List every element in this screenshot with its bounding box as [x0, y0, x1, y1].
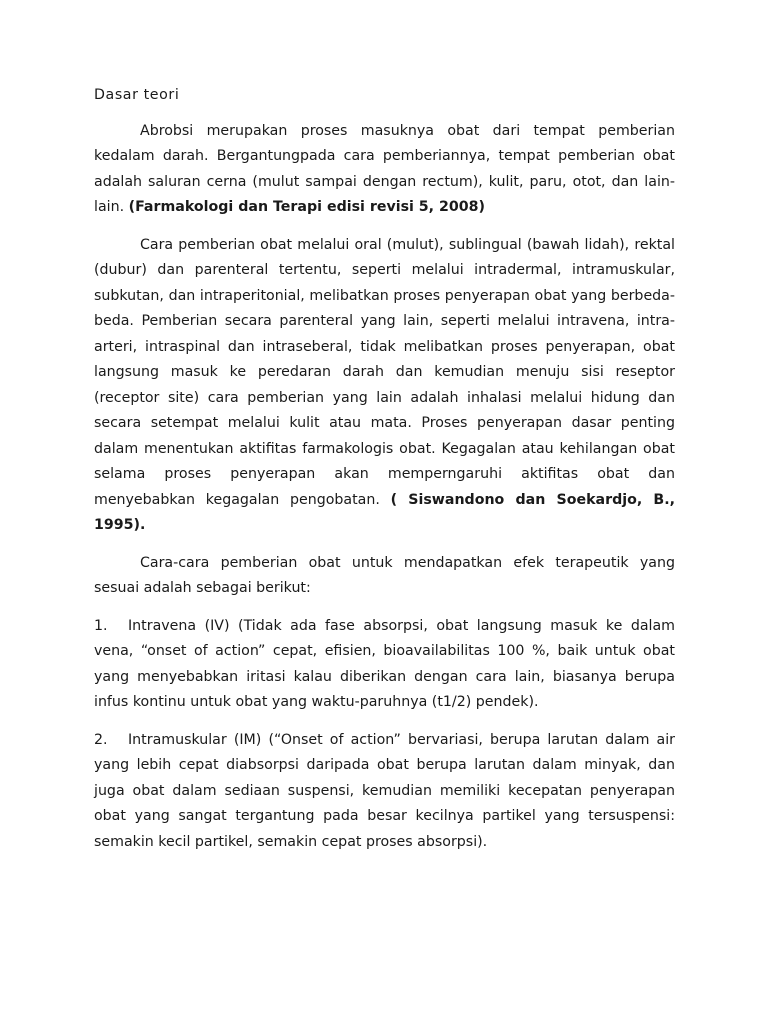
paragraph-list-intro [94, 551, 675, 602]
list-item-text: Intramuskular (IM) (“Onset of action” bervariasi, berupa larutan dalam air yang lebih cepat diabsorpsi daripada obat berupa larutan dalam minyak, dan juga obat dalam sediaan suspensi, kemudian memiliki kecepatan penyerapan obat yang sangat tergantung pada besar kecilnya partikel yang tersuspensi: semakin kecil partikel, semakin cepat proses absorpsi). [94, 731, 675, 850]
paragraph-text: Cara-cara pemberian obat untuk mendapatkan efek terapeutik yang sesuai adalah sebagai berikut: [94, 554, 675, 596]
list-item-text: Intravena (IV) (Tidak ada fase absorpsi, obat langsung masuk ke dalam vena, “onset of action” cepat, efisien, bioavailabilitas 100 %, baik untuk obat yang menyebabkan iritasi kalau diberikan dengan cara lain, biasanya berupa infus kontinu untuk obat yang waktu-paruhnya (t1/2) pendek). [94, 617, 675, 710]
list-item-number: 1. [94, 617, 108, 634]
list-item-intramuskular [94, 728, 675, 856]
paragraph-administration-routes [94, 233, 675, 539]
document-body [94, 83, 675, 867]
section-heading: Dasar teori [94, 87, 180, 103]
citation: ( Siswandono dan Soekardjo, B., 1995). [94, 491, 675, 533]
paragraph-text: Cara pemberian obat melalui oral (mulut), sublingual (bawah lidah), rektal (dubur) dan parenteral tertentu, seperti melalui intradermal, intramuskular, subkutan, dan intraperitonial, melibatkan proses penyerapan obat yang berbeda-beda. Pemberian secara parenteral yang lain, seperti melalui intravena, intra-arteri, intraspinal dan intraseberal, tidak melibatkan proses penyerapan, obat langsung masuk ke peredaran darah dan kemudian menuju sisi reseptor (receptor site) cara pemberian yang lain adalah inhalasi melalui hidung dan secara setempat melalui kulit atau mata. Proses penyerapan dasar penting dalam menentukan aktifitas farmakologis obat. Kegagalan atau kehilangan obat selama proses penyerapan akan memperngaruhi aktifitas obat dan menyebabkan kegagalan pengobatan. [94, 236, 675, 508]
paragraph-absorption [94, 119, 675, 221]
paragraph-text: Abrobsi merupakan proses masuknya obat dari tempat pemberian kedalam darah. Bergantungpada cara pemberiannya, tempat pemberian obat adalah saluran cerna (mulut sampai dengan rectum), kulit, paru, otot, dan lain-lain. [94, 122, 675, 215]
list-item-intravena [94, 614, 675, 716]
citation: (Farmakologi dan Terapi edisi revisi 5, 2008) [128, 199, 485, 215]
list-item-number: 2. [94, 731, 108, 748]
